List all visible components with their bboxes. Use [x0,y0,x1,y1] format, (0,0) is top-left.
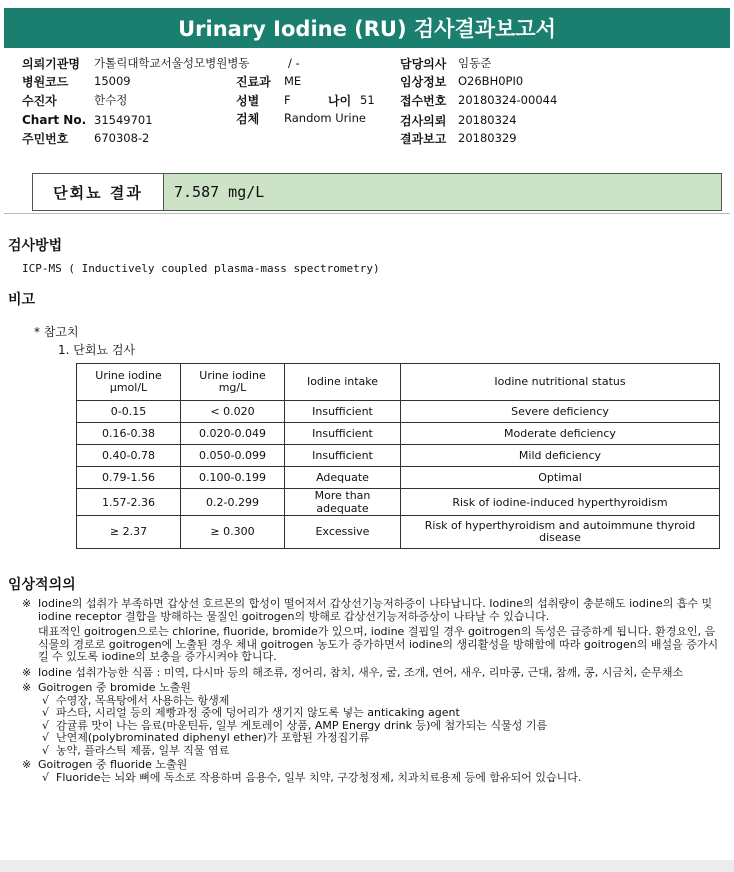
sex-label: 성별 [236,93,260,108]
doctor-label: 담당의사 [400,56,447,71]
table-cell: 0.16-0.38 [77,423,181,445]
table-cell: < 0.020 [181,401,285,423]
patient-value: 한수정 [94,93,128,107]
institution-slash: / - [288,56,300,70]
table-cell: 0.40-0.78 [77,445,181,467]
request-date-label: 검사의뢰 [400,113,447,128]
table-cell: Insufficient [285,401,401,423]
reference-mark-icon: ※ [22,597,32,610]
table-cell: Mild deficiency [401,445,720,467]
age-label: 나이 [328,93,352,108]
method-heading: 검사방법 [8,238,63,254]
clinical-heading: 임상적의의 [8,577,76,593]
table-cell: Optimal [401,467,720,489]
table-header: Iodine nutritional status [401,364,720,401]
table-row [77,489,720,516]
table-row [77,516,720,549]
sex-value: F [284,93,291,107]
table-cell: ≥ 0.300 [181,516,285,549]
list-item: √ 수영장, 목욕탕에서 사용하는 항생제 [42,693,230,707]
reference-mark-icon: ※ [22,665,32,679]
result-label: 단회뇨 결과 [33,174,164,210]
id-value: 670308-2 [94,131,150,145]
table-row [77,423,720,445]
report-title: Urinary Iodine (RU) 검사결과보고서 [4,8,730,48]
list-item: √ 난연제(polybrominated diphenyl ether)가 포함된 가정집기류 [42,731,370,744]
method-text: ICP-MS ( Inductively coupled plasma-mass spectrometry) [22,262,380,275]
reference-mark-icon: ※ [22,681,32,694]
check-icon: √ [42,731,50,744]
table-header-row [77,364,720,401]
request-date-value: 20180324 [458,113,517,127]
clinical-info-value: O26BH0PI0 [458,74,524,88]
table-cell: Risk of iodine-induced hyperthyroidism [401,489,720,516]
table-cell: ≥ 2.37 [77,516,181,549]
age-value: 51 [360,93,375,107]
footer-band [0,860,734,872]
id-label: 주민번호 [22,131,69,146]
doctor-value: 임동준 [458,56,492,70]
report-date-value: 20180329 [458,131,517,145]
table-cell: 1.57-2.36 [77,489,181,516]
table-cell: Moderate deficiency [401,423,720,445]
note-paragraph [22,626,722,664]
institution-label: 의뢰기관명 [22,56,80,71]
table-cell: Excessive [285,516,401,549]
list-item: √ 농약, 플라스틱 제품, 일부 직물 염료 [42,743,230,757]
table-cell: Severe deficiency [401,401,720,423]
clinical-info-label: 임상정보 [400,74,447,89]
table-row [77,445,720,467]
list-item: √ 파스타, 시리얼 등의 제빵과정 중에 덩어리가 생기지 않도록 넣는 anticaking agent [42,706,460,719]
receipt-value: 20180324-00044 [458,93,558,107]
chart-label: Chart No. [22,113,87,127]
note-text: 대표적인 goitrogen으로는 chlorine, fluoride, bromide가 있으며, iodine 결핍일 경우 goitrogen의 독성은 급증하게 됩니다. 환경요인, 음식물의 경로로 goitrogen에 노출된 경우 체내 goitrogen 농도가 증가하면서 iodine의 생리활성을 방해함에 따라 goitrogen의 배설을 증가시킬 수 있도록 iodine의 보충을 증가시켜야 합니다. [38,625,719,663]
reference-title: * 참고치 [34,325,79,339]
clinical-notes [22,598,722,784]
table-cell: Risk of hyperthyroidism and autoimmune thyroid disease [401,516,720,549]
table-header: Iodine intake [285,364,401,401]
hospital-code-value: 15009 [94,74,131,88]
report-date-label: 결과보고 [400,131,447,146]
check-icon: √ [42,770,50,784]
note-paragraph [22,667,722,680]
list-item: √ 감귤류 맛이 나는 음료(마운틴듀, 일부 게토레이 상품, AMP Energy drink 등)에 첨가되는 식물성 기름 [42,718,548,732]
divider [4,213,730,214]
table-cell: More than adequate [285,489,401,516]
fluoride-title: Goitrogen 중 fluoride 노출원 [38,758,188,771]
table-row [77,401,720,423]
note-text: Iodine의 섭취가 부족하면 갑상선 호르몬의 합성이 떨어져서 갑상선기능저하증이 나타납니다. Iodine의 섭취량이 충분해도 iodine의 흡수 및 iodine receptor 결합을 방해하는 물질인 goitrogen의 방해로 갑상선기능저하증상이 나타날 수 있습니다. [38,597,713,623]
table-header: Urine iodine mg/L [181,364,285,401]
remarks-heading: 비고 [8,292,36,308]
check-icon: √ [42,693,50,707]
list-item: √ Fluoride는 뇌와 뼈에 독소로 작용하며 음용수, 일부 치약, 구강청정제, 치과치료용제 등에 함유되어 있습니다. [42,770,582,784]
table-cell: 0-0.15 [77,401,181,423]
reference-subtitle: 1. 단회뇨 검사 [58,343,136,357]
table-cell: Insufficient [285,423,401,445]
dept-label: 진료과 [236,74,271,89]
institution-value: 가톨릭대학교서울성모병원병동 [94,56,250,70]
result-value: 7.587 mg/L [164,174,721,210]
result-box [32,173,722,211]
reference-table [76,363,720,549]
note-paragraph [22,598,722,623]
check-icon: √ [42,743,50,757]
patient-label: 수진자 [22,93,57,108]
note-text: Iodine 섭취가능한 식품 : 미역, 다시마 등의 해조류, 정어리, 참치, 새우, 굴, 조개, 연어, 새우, 리마콩, 근대, 참깨, 콩, 시금치, 순무채소 [38,665,684,679]
check-icon: √ [42,718,50,732]
table-cell: 0.100-0.199 [181,467,285,489]
table-cell: 0.2-0.299 [181,489,285,516]
hospital-code-label: 병원코드 [22,74,69,89]
table-row [77,467,720,489]
dept-value: ME [284,74,302,88]
table-cell: 0.050-0.099 [181,445,285,467]
table-cell: 0.79-1.56 [77,467,181,489]
bromide-title: Goitrogen 중 bromide 노출원 [38,681,191,694]
check-icon: √ [42,706,50,719]
table-cell: 0.020-0.049 [181,423,285,445]
specimen-label: 검체 [236,111,260,126]
table-header: Urine iodine μmol/L [77,364,181,401]
table-cell: Adequate [285,467,401,489]
reference-mark-icon: ※ [22,758,32,771]
chart-value: 31549701 [94,113,153,127]
receipt-label: 접수번호 [400,93,447,108]
specimen-value: Random Urine [284,111,366,125]
table-cell: Insufficient [285,445,401,467]
